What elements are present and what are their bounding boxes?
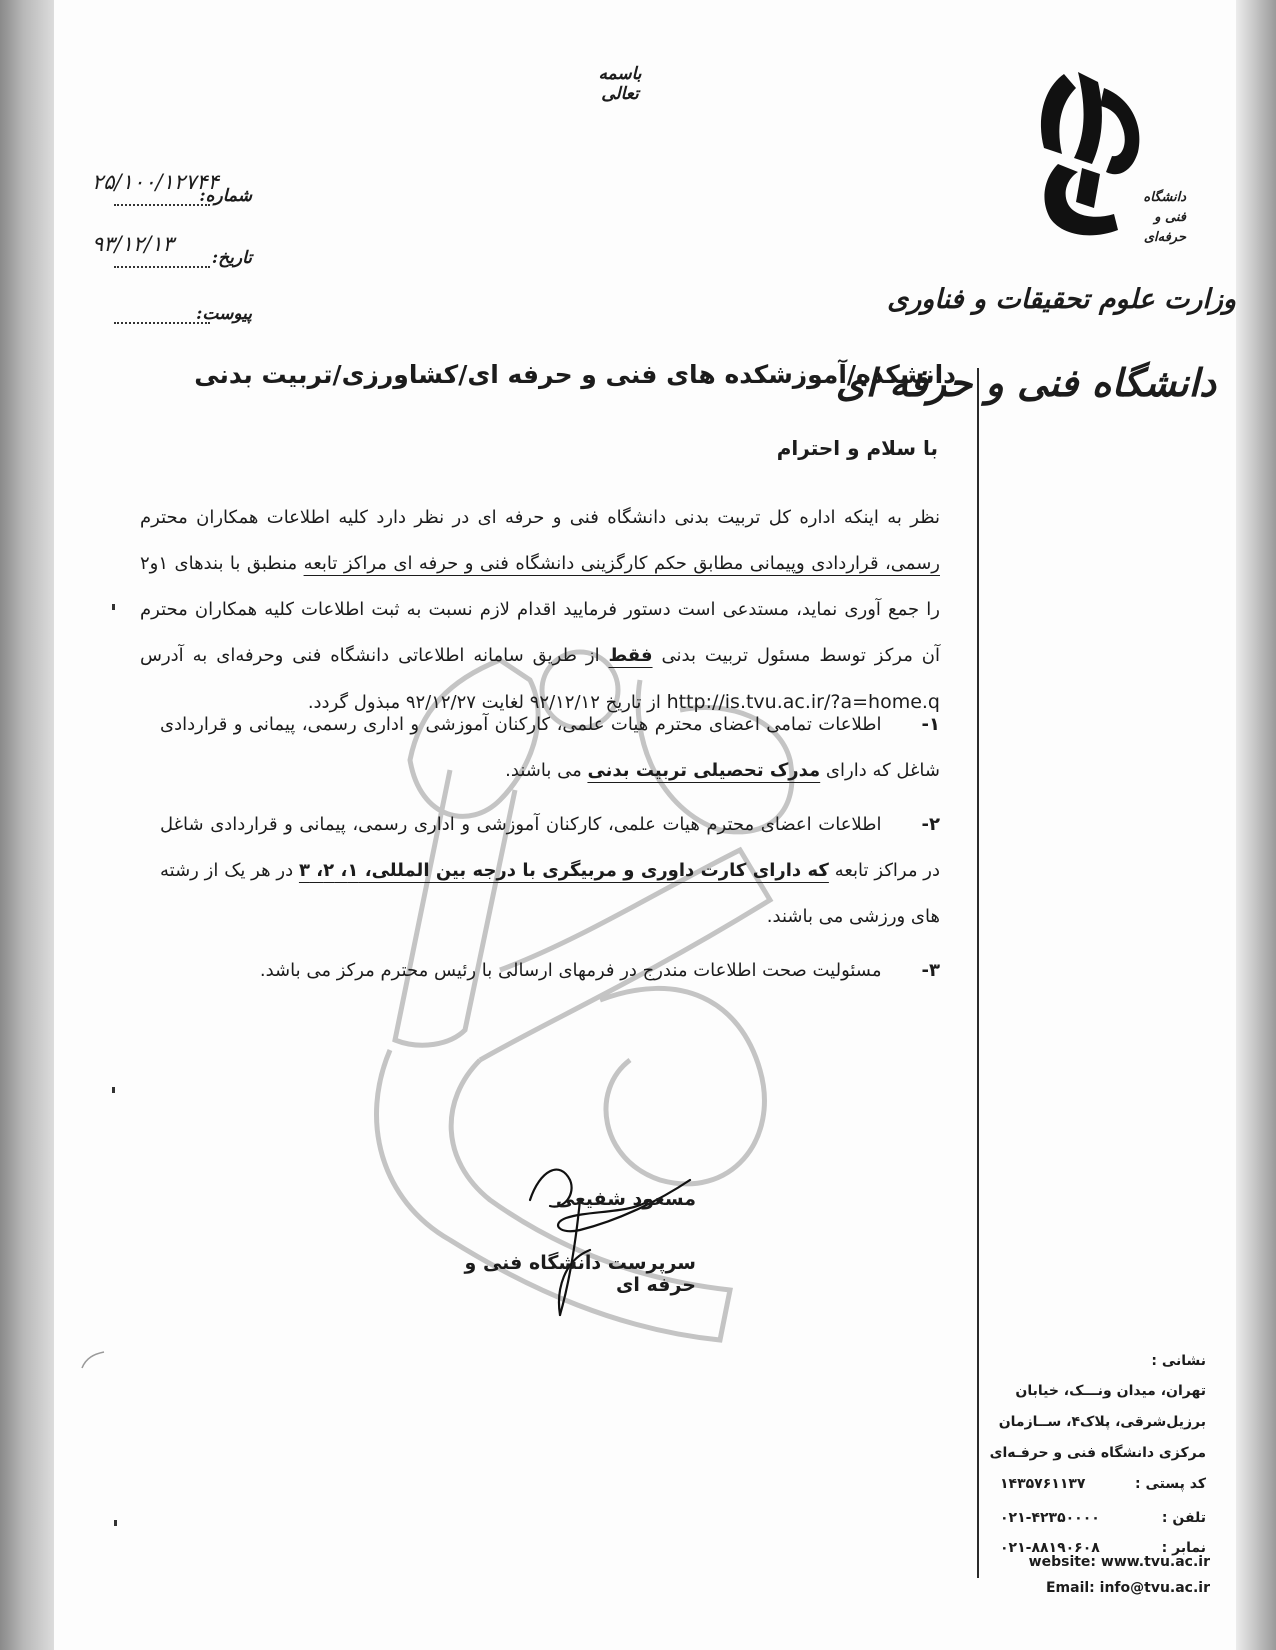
salutation: با سلام و احترام: [776, 436, 938, 460]
postal-code-row: [996, 1469, 1206, 1499]
postal-code-label: کد پستی :: [1135, 1476, 1206, 1492]
header-vertical-rule: [977, 368, 979, 1578]
body-underlined-text: رسمی، قراردادی وپیمانی مطابق حکم کارگزینی دانشگاه فنی و حرفه ای مراکز تابعه: [303, 553, 940, 574]
scan-edge-right: [1236, 0, 1276, 1650]
list-item-2-end: در هر یک از رشته های ورزشی می باشند.: [160, 860, 940, 927]
scan-speck: [114, 1520, 117, 1526]
address-line-1: تهران، میدان ونـــک، خیابان: [1015, 1383, 1206, 1399]
letter-number-label: شماره:: [199, 186, 252, 206]
fax-label: نمابر :: [1161, 1540, 1206, 1556]
list-item-1-end: می باشند.: [505, 760, 588, 781]
list-item-2-number: ۲-: [921, 814, 940, 835]
list-item-1: [160, 702, 940, 794]
address-line-2: برزیل‌شرقی، پلاک۴، ســازمان: [998, 1414, 1206, 1430]
letter-date-dots: [114, 266, 210, 268]
website-link[interactable]: website: www.tvu.ac.ir: [1028, 1554, 1210, 1570]
body-text-part2: منطبق با بندهای ۱و۲ را جمع آوری نماید، مستدعی است دستور فرمایید اقدام لازم نسبت به ثبت اطلاعات کلیه همکاران محترم آن مرکز توسط مسئول تربیت بدنی: [140, 553, 941, 666]
address-line-3: مرکزی دانشگاه فنی و حرفـه‌ای: [989, 1445, 1206, 1461]
list-item-1-text: اطلاعات تمامی اعضای محترم هیات علمی، کارکنان آموزشی و اداری رسمی، پیمانی و قراردادی شاغل که دارای: [160, 714, 940, 781]
email-link[interactable]: Email: info@tvu.ac.ir: [1045, 1580, 1210, 1596]
letter-attachment-dots: [114, 322, 210, 324]
logo-caption: [1110, 188, 1186, 248]
list-item-2-text: اطلاعات اعضای محترم هیات علمی، کارکنان آموزشی و اداری رسمی، پیمانی و قراردادی شاغل در مراکز تابعه: [160, 814, 940, 881]
body-paragraph: [140, 495, 940, 726]
logo-caption-line1: دانشگاه: [1143, 190, 1186, 205]
phone-value: ۰۲۱-۴۲۳۵۰۰۰۰: [1000, 1510, 1100, 1526]
handwritten-signature-icon: [520, 1140, 720, 1330]
logo-caption-line2: فنی و حرفه‌ای: [1143, 210, 1186, 245]
university-name: دانشگاه فنی و حرفه ای: [835, 360, 1216, 405]
scan-speck: [112, 604, 115, 610]
body-text-part3: از طریق سامانه اطلاعاتی دانشگاه فنی وحرفه‌ای به آدرس: [140, 645, 609, 666]
address-block: [989, 1346, 1206, 1563]
recipient-heading: دانشکده/آموزشکده های فنی و حرفه ای/کشاورزی/تربیت بدنی: [194, 360, 956, 389]
signatory-title: سرپرست دانشگاه فنی و حرفه ای: [464, 1252, 696, 1296]
body-text-part1: نظر به اینکه اداره کل تربیت بدنی دانشگاه فنی و حرفه ای در نظر دارد کلیه اطلاعات همکاران محترم: [140, 507, 940, 528]
list-item-2-emphasis: که دارای کارت داوری و مربیگری با درجه بین المللی، ۱، ۲، ۳: [298, 860, 829, 881]
fax-value: ۰۲۱-۸۸۱۹۰۶۰۸: [1000, 1540, 1100, 1556]
signatory-name: مسعود شفیعی: [555, 1188, 696, 1210]
letter-date-row: [92, 232, 252, 276]
letter-attachment-label: پیوست:: [196, 304, 252, 324]
list-item-2: [160, 802, 940, 940]
letter-number-dots: [114, 204, 210, 206]
body-text-part4: از تاریخ ۹۲/۱۲/۱۲ لغایت ۹۲/۱۲/۲۷ مبذول گردد.: [307, 692, 667, 713]
list-item-3: [160, 948, 940, 994]
list-item-1-number: ۱-: [921, 714, 940, 735]
letter-attachment-row: [92, 296, 252, 332]
phone-row: [996, 1503, 1206, 1533]
scan-speck: [112, 1087, 115, 1093]
ministry-name: وزارت علوم تحقیقات و فناوری: [887, 284, 1236, 315]
letter-number-row: [92, 170, 252, 214]
scan-stroke: [78, 1348, 108, 1372]
address-title: نشانی :: [1151, 1353, 1206, 1369]
list-item-3-text: مسئولیت صحت اطلاعات مندرج در فرمهای ارسالی با رئیس محترم مرکز می باشد.: [259, 960, 882, 981]
letter-date-value: ۹۳/۱۲/۱۳: [92, 232, 174, 256]
postal-code-value: ۱۴۳۵۷۶۱۱۳۷: [1000, 1476, 1086, 1492]
bismillah-heading: باسمه تعالی: [598, 64, 642, 104]
body-only-emphasis: فقط: [608, 645, 653, 666]
system-url-link[interactable]: http://is.tvu.ac.ir/?a=home.q: [666, 691, 940, 713]
phone-label: تلفن :: [1161, 1510, 1206, 1526]
letter-number-value: ۲۵/۱۰۰/۱۲۷۴۴: [92, 170, 219, 194]
scan-edge-left: [0, 0, 54, 1650]
list-item-1-emphasis: مدرک تحصیلی تربیت بدنی: [587, 760, 821, 781]
list-item-3-number: ۳-: [921, 960, 940, 981]
letter-date-label: تاریخ:: [211, 248, 252, 268]
